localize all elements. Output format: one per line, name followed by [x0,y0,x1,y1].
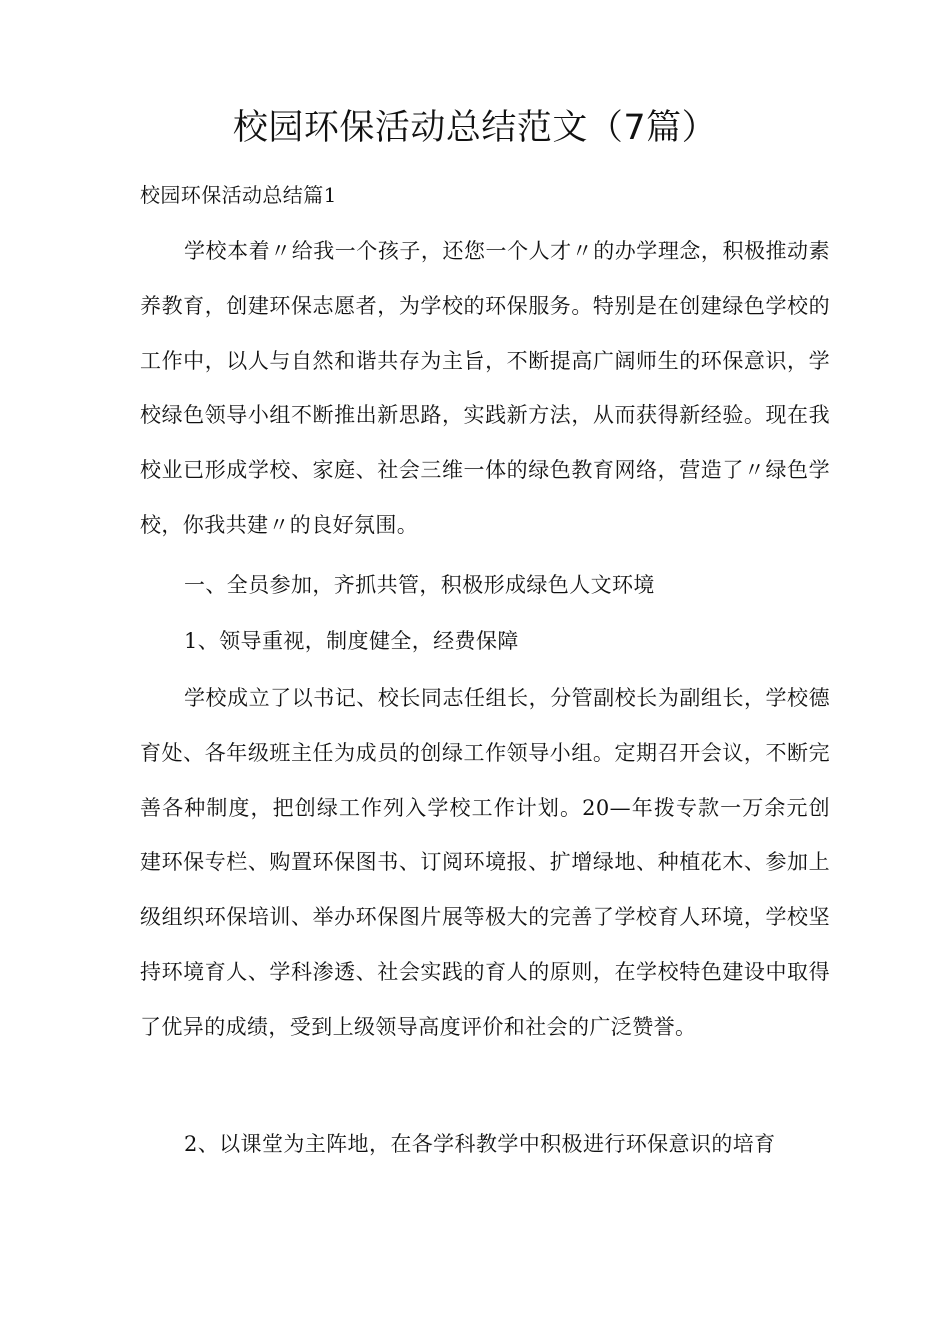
document-title: 校园环保活动总结范文（7篇） [232,108,718,148]
heading-part-one: 一、全员参加，齐抓共管，积极形成绿色人文环境 [184,573,655,597]
section-heading: 校园环保活动总结篇1 [140,183,337,207]
paragraph-leadership: 学校成立了以书记、校长同志任组长，分管副校长为副组长，学校德育处、各年级班主任为成员的创绿工作领导小组。定期召开会议，不断完善各种制度，把创绿工作列入学校工作计划。20—年拨专款一万余元创建环保专栏、购置环保图书、订阅环境报、扩增绿地、种植花木、参加上级组织环保培训、举办环保图片展等极大的完善了学校育人环境，学校坚持环境育人、学科渗透、社会实践的育人的原则，在学校特色建设中取得了优异的成绩，受到上级领导高度评价和社会的广泛赞誉。 [140,686,830,1039]
paragraph-intro: 学校本着〃给我一个孩子，还您一个人才〃的办学理念，积极推动素养教育，创建环保志愿者，为学校的环保服务。特别是在创建绿色学校的工作中，以人与自然和谐共存为主旨，不断提高广阔师生的环保意识，学校绿色领导小组不断推出新思路，实践新方法，从而获得新经验。现在我校业已形成学校、家庭、社会三维一体的绿色教育网络，营造了〃绿色学校，你我共建〃的良好氛围。 [140,239,830,537]
subheading-classroom: 2、以课堂为主阵地，在各学科教学中积极进行环保意识的培育 [184,1132,776,1156]
subheading-leadership: 1、领导重视，制度健全，经费保障 [184,629,519,653]
